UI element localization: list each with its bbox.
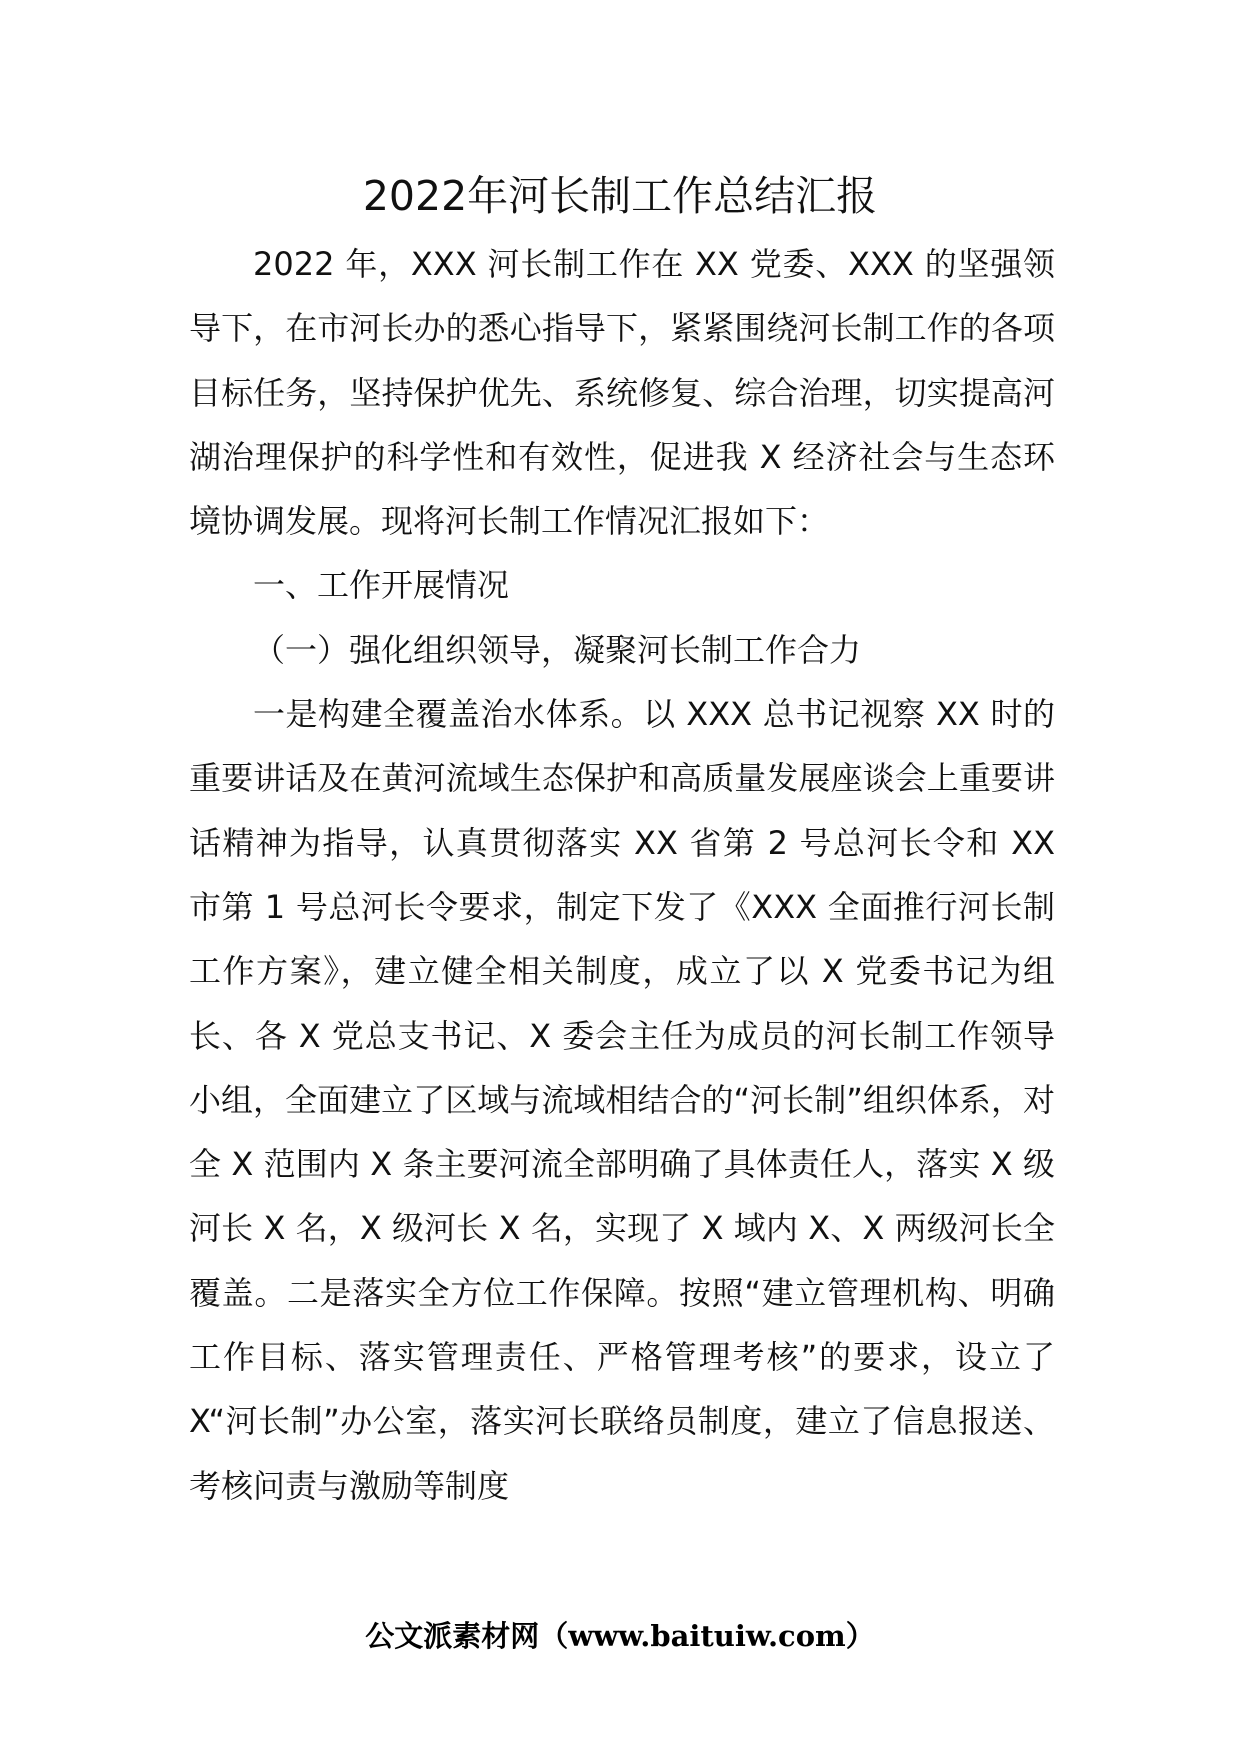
- footer-watermark: 公文派素材网（www.baituiw.com）: [365, 1619, 875, 1653]
- subsection-heading: （一）强化组织领导，凝聚河长制工作合力: [253, 630, 862, 669]
- section-heading: 一、工作开展情况: [253, 566, 510, 605]
- intro-paragraph: 2022 年，XXX 河长制工作在 XX 党委、XXX 的坚强领导下，在市河长办的悉心指导下，紧紧围绕河长制工作的各项目标任务，坚持保护优先、系统修复、综合治理，切实提高河湖治理保护的科学性和有效性，促进我 X 经济社会与生态环境协调发展。现将河长制工作情况汇报如下：: [189, 245, 1055, 541]
- body-paragraph: 一是构建全覆盖治水体系。以 XXX 总书记视察 XX 时的重要讲话及在黄河流域生态保护和高质量发展座谈会上重要讲话精神为指导，认真贯彻落实 XX 省第 2 号总河长令和 XX 市第 1 号总河长令要求，制定下发了《XXX 全面推行河长制工作方案》，建立健全相关制度，成立了以 X 党委书记为组长、各 X 党总支书记、X 委会主任为成员的河长制工作领导小组，全面建立了区域与流域相结合的“河长制”组织体系，对全 X 范围内 X 条主要河流全部明确了具体责任人，落实 X 级河长 X 名，X 级河长 X 名，实现了 X 域内 X、X 两级河长全覆盖。二是落实全方位工作保障。按照“建立管理机构、明确工作目标、落实管理责任、严格管理考核”的要求，设立了 X“河长制”办公室，落实河长联络员制度，建立了信息报送、考核问责与激励等制度: [189, 695, 1055, 1505]
- document-title: 2022年河长制工作总结汇报: [362, 172, 878, 220]
- document-body: [189, 232, 1055, 1518]
